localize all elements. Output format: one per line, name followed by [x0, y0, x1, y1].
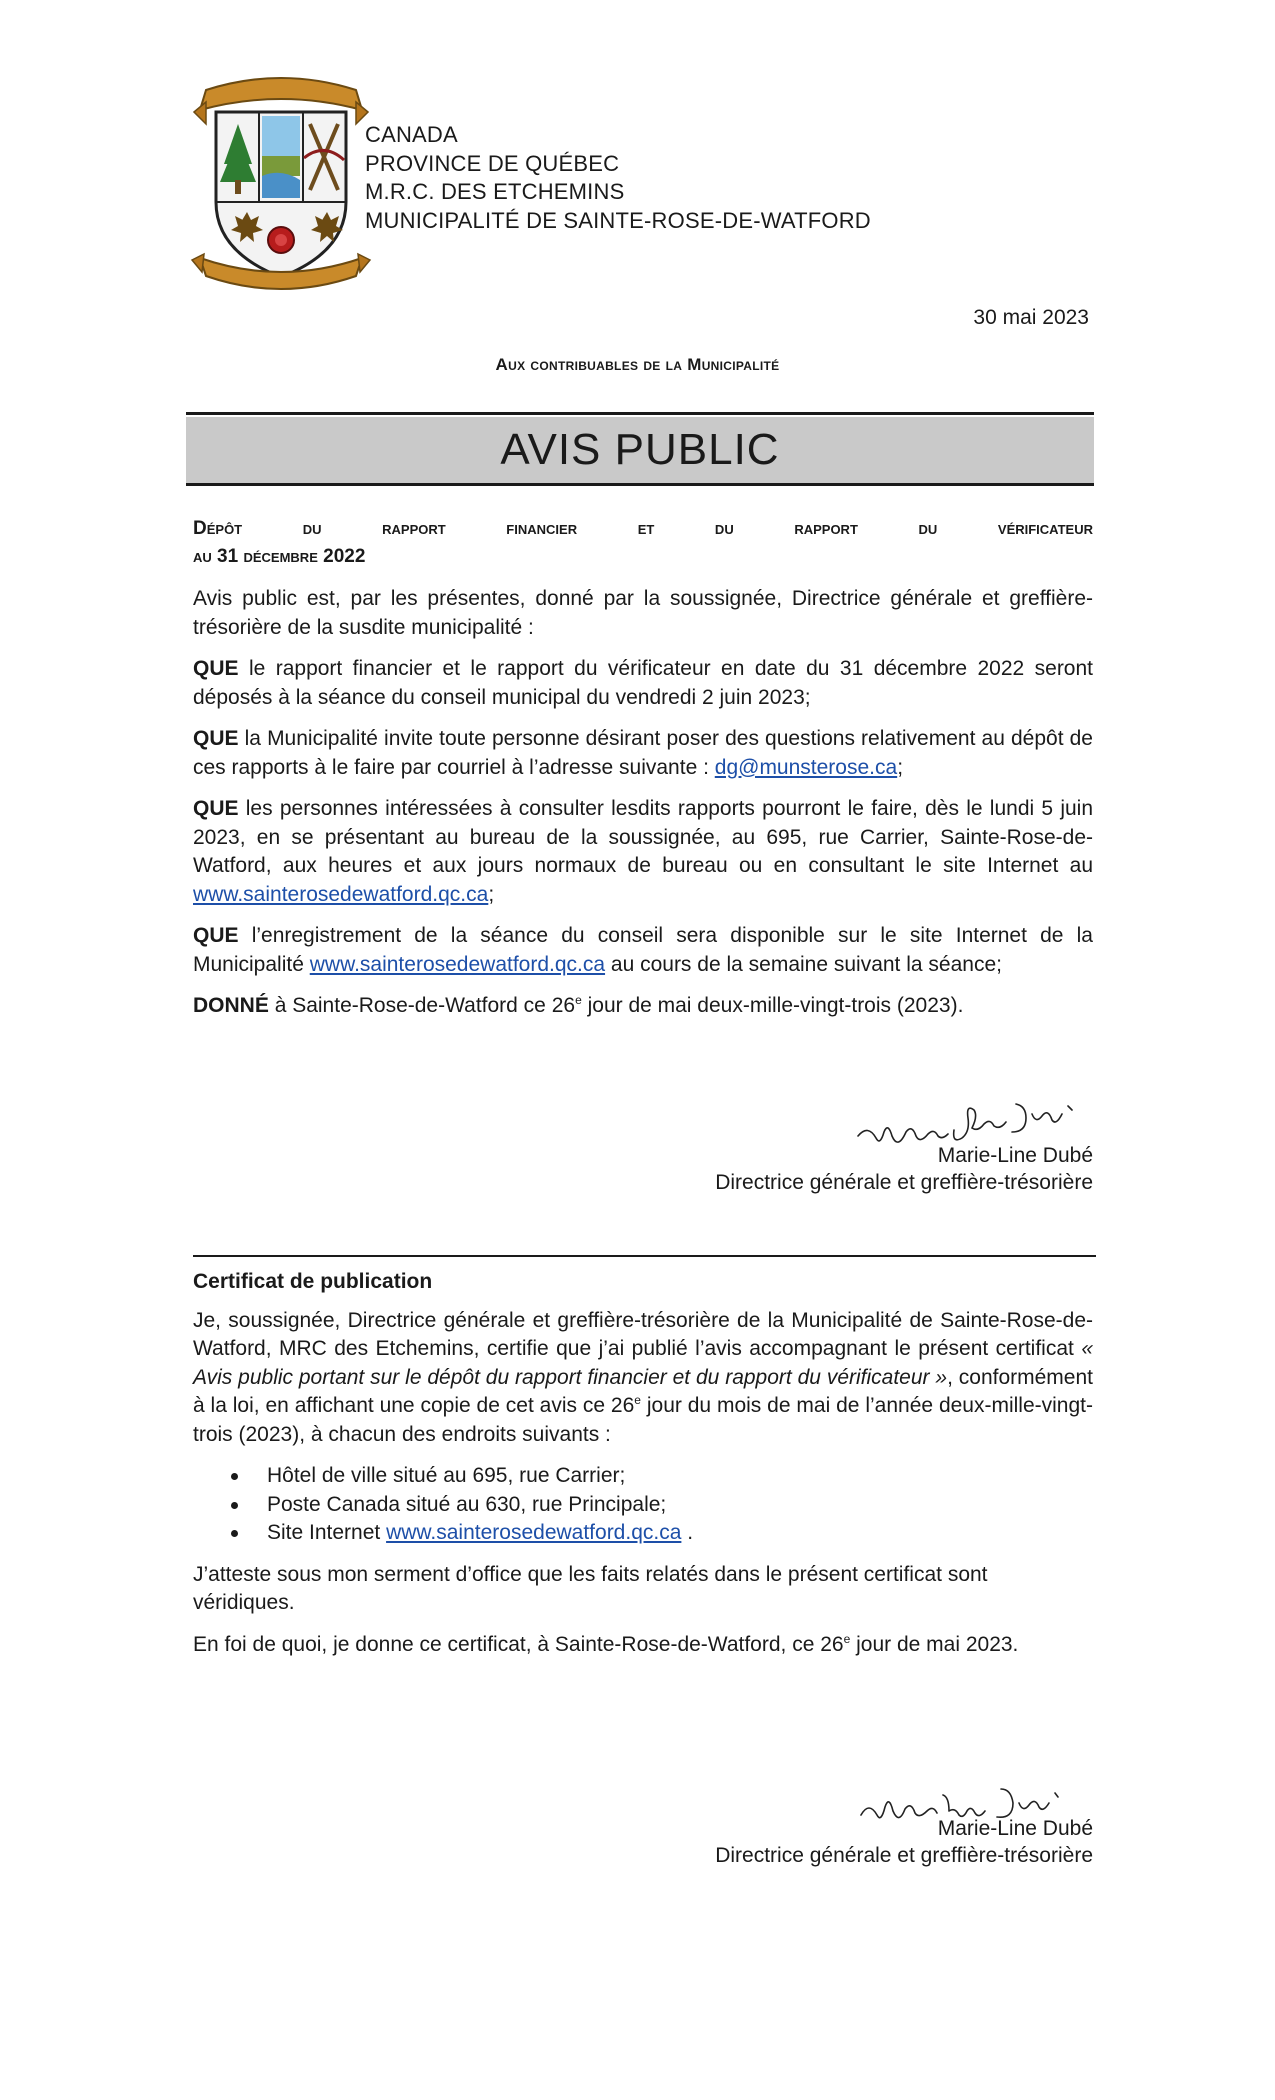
- que-label: QUE: [193, 657, 239, 680]
- subject-line-2: au 31 décembre 2022: [193, 546, 366, 567]
- location-website-label: Site Internet: [267, 1521, 381, 1544]
- email-link[interactable]: dg@munsterose.ca: [714, 755, 898, 779]
- location-town-hall: Hôtel de ville situé au 695, rue Carrier;: [267, 1464, 626, 1487]
- intro-paragraph: Avis public est, par les présentes, donné par la soussignée, Directrice générale et greffière-trésorière de la susdite municipalité :: [193, 587, 1093, 639]
- notice-subject: [193, 515, 1093, 571]
- signature-block-1: [715, 1142, 1093, 1196]
- signatory-title: Directrice générale et greffière-trésorière: [715, 1171, 1093, 1194]
- que-label: QUE: [193, 797, 239, 820]
- clause-3-text: les personnes intéressées à consulter lesdits rapports pourront le faire, dès le lundi 5 juin 2023, en se présentant au bureau de la soussignée, au 695, rue Carrier, Sainte-Rose-de-Watford, aux heures et aux jours normaux de bureau ou en consultant le site Internet au: [193, 797, 1094, 877]
- signatory-title: Directrice générale et greffière-trésorière: [715, 1844, 1093, 1867]
- clause-2-text: la Municipalité invite toute personne désirant poser des questions relativement au dépôt de ces rapports à le faire par courriel à l’adresse suivante :: [193, 727, 1093, 779]
- bullet-icon: [231, 1502, 238, 1509]
- notice-body: [193, 515, 1093, 1034]
- bullet-icon: [231, 1473, 238, 1480]
- clause-questions: [193, 725, 1093, 782]
- notice-date: 30 mai 2023: [973, 306, 1089, 329]
- subject-line-1: Dépôt du rapport financier et du rapport du vérificateur: [193, 518, 1093, 539]
- list-item: [193, 1519, 1093, 1548]
- municipal-crest-logo: [186, 72, 376, 292]
- certificate-heading: Certificat de publication: [193, 1270, 433, 1293]
- clause-2-end: ;: [897, 755, 904, 779]
- cert-p3-text: En foi de quoi, je donne ce certificat, à Sainte-Rose-de-Watford, ce 26: [193, 1632, 844, 1656]
- certificate-paragraph-1: [193, 1307, 1093, 1450]
- header-country: CANADA: [365, 122, 458, 147]
- certificate-attestation: J’atteste sous mon serment d’office que les faits relatés dans le présent certificat sont véridiques.: [193, 1562, 988, 1614]
- donne-text: à Sainte-Rose-de-Watford ce 26: [274, 994, 576, 1017]
- que-label: QUE: [193, 727, 239, 750]
- ordinal-sup: e: [634, 1393, 641, 1407]
- list-item: [193, 1462, 1093, 1491]
- signatory-name: Marie-Line Dubé: [937, 1817, 1093, 1840]
- avis-public-banner: [186, 417, 1094, 486]
- clause-reports-deposit: [193, 655, 1093, 712]
- list-item: [193, 1491, 1093, 1520]
- cert-p1-text: Je, soussignée, Directrice générale et greffière-trésorière de la Municipalité de Sainte-Rose-de-Watford, MRC des Etchemins, certifie que j’ai publié l’avis accompagnant le présent certificat: [193, 1308, 1093, 1360]
- cert-p3-end: jour de mai 2023.: [856, 1632, 1019, 1656]
- location-post-office: Poste Canada situé au 630, rue Principale;: [267, 1492, 667, 1516]
- cert-p1-quote: « Avis public portant sur le dépôt du rapport financier et du rapport du vérificateur »: [193, 1337, 1093, 1389]
- website-link[interactable]: www.sainterosedewatford.qc.ca: [309, 952, 606, 976]
- clause-consultation: [193, 795, 1093, 909]
- bullet-end: .: [687, 1521, 694, 1544]
- section-divider: [193, 1255, 1096, 1257]
- certificate-section: [193, 1268, 1093, 1672]
- clause-4-text: l’enregistrement de la séance du conseil sera disponible sur le site Internet de la Municipalité: [193, 924, 1093, 976]
- que-label: QUE: [193, 924, 239, 947]
- clause-1-text: le rapport financier et le rapport du vérificateur en date du 31 décembre 2022 seront déposés à la séance du conseil municipal du vendredi 2 juin 2023;: [193, 657, 1094, 709]
- ordinal-sup: e: [843, 1631, 851, 1646]
- recipients-line: Aux contribuables de la Municipalité: [495, 355, 780, 374]
- website-link[interactable]: www.sainterosedewatford.qc.ca: [386, 1521, 682, 1544]
- jurisdiction-header: [365, 121, 871, 235]
- given-at-paragraph: [193, 992, 1093, 1021]
- header-municipality: MUNICIPALITÉ DE SAINTE-ROSE-DE-WATFORD: [365, 207, 871, 233]
- clause-4-end: au cours de la semaine suivant la séance;: [610, 952, 1002, 976]
- donne-label: DONNÉ: [193, 994, 269, 1017]
- signature-block-2: [715, 1815, 1093, 1869]
- donne-text-end: jour de mai deux-mille-vingt-trois (2023).: [587, 994, 964, 1017]
- clause-recording: [193, 922, 1093, 979]
- certificate-closing: [193, 1631, 1093, 1660]
- ordinal-sup: e: [575, 993, 582, 1007]
- posting-locations-list: [193, 1462, 1093, 1548]
- website-link[interactable]: www.sainterosedewatford.qc.ca: [193, 882, 489, 906]
- bullet-icon: [231, 1530, 238, 1537]
- banner-top-rule: [186, 412, 1094, 415]
- clause-3-end: ;: [488, 882, 495, 906]
- cert-p1-mid: , conformément à la loi, en affichant une copie de cet avis ce 26: [193, 1365, 1093, 1417]
- cert-p1-end: jour du mois de mai de l’année deux-mille-vingt-trois (2023), à chacun des endroits suivants :: [193, 1394, 1093, 1446]
- header-mrc: M.R.C. DES ETCHEMINS: [365, 179, 625, 204]
- header-province: PROVINCE DE QUÉBEC: [365, 150, 620, 176]
- signatory-name: Marie-Line Dubé: [937, 1144, 1093, 1167]
- banner-title: AVIS PUBLIC: [500, 425, 780, 474]
